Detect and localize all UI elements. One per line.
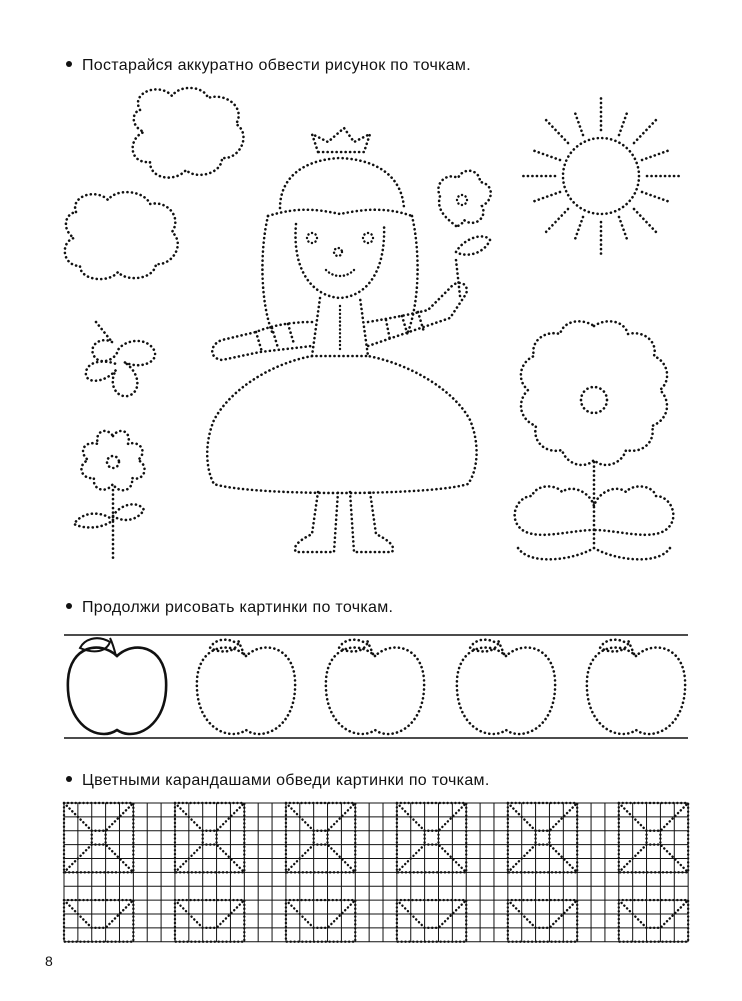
dotted-envelope-frame <box>175 900 244 942</box>
dotted-apple-1 <box>197 640 295 734</box>
instruction-trace-picture <box>66 57 471 75</box>
bullet-icon <box>66 61 72 67</box>
instruction-text: Продолжи рисовать картинки по точкам. <box>82 599 394 616</box>
instruction-continue-pictures <box>66 599 393 617</box>
dotted-butterfly <box>86 322 155 396</box>
bullet-icon <box>66 603 72 609</box>
dotted-sun <box>522 96 680 258</box>
dotted-daisy-small <box>74 431 145 560</box>
dotted-princess-scene <box>0 85 742 575</box>
dotted-big-flower <box>515 321 674 559</box>
dotted-cloud-top <box>133 88 244 178</box>
grid-pattern-tracing <box>0 800 742 945</box>
page-number: 8 <box>45 953 53 969</box>
dotted-apple-3 <box>457 640 555 734</box>
dotted-apple-2 <box>326 640 424 734</box>
dotted-envelope-frame <box>286 900 355 942</box>
square-grid <box>64 803 688 942</box>
dotted-princess <box>207 128 491 552</box>
apple-tracing-row <box>0 628 742 743</box>
instruction-color-trace <box>66 772 490 790</box>
bullet-icon <box>66 776 72 782</box>
instruction-text: Цветными карандашами обведи картинки по точкам. <box>82 772 490 789</box>
dotted-envelope-frame <box>508 900 577 942</box>
dotted-envelope-frame <box>64 900 133 942</box>
dotted-envelope-frame <box>619 900 688 942</box>
dotted-envelope-frame <box>397 900 466 942</box>
dotted-cloud-left <box>65 192 178 279</box>
apple-sample <box>68 638 166 734</box>
instruction-text: Постарайся аккуратно обвести рисунок по точкам. <box>82 57 471 74</box>
dotted-apple-4 <box>587 640 685 734</box>
